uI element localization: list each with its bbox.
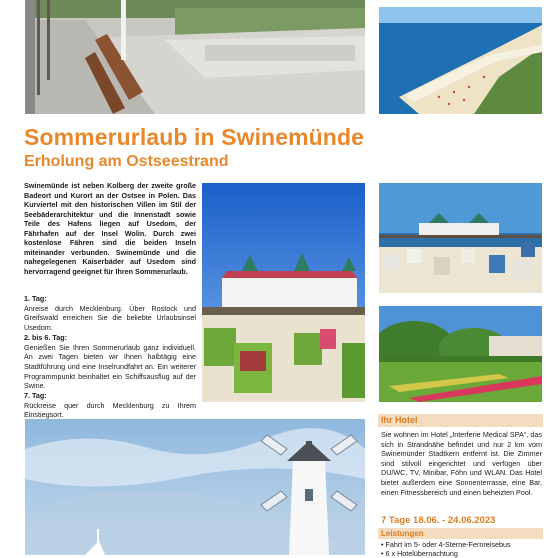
itinerary-day-label: 7. Tag: [24, 391, 47, 401]
itinerary [24, 294, 196, 420]
list-item: • 6 x Hotelübernachtung [381, 549, 511, 558]
promenade-photo [25, 0, 365, 114]
list-item: • Fahrt im 5- oder 4-Sterne-Fernreisebus [381, 540, 511, 549]
windmill-lighthouse-photo [25, 419, 365, 555]
intro-text: Swinemünde ist neben Kolberg der zweite große Badeort und Kurort an der Ostsee in Polen. Das Kurviertel mit den historischen Villen im Stil der Seebäderarchitektur und die Innenstadt sowie Teile des Hafens liegen auf Usedom, der Fährhafen auf der Insel Wolin. Durch zwei kostenlose Fähren sind die beiden Inseln miteinander verbunden. Swinemünde und die nahegelegenen Kaiserbäder auf Usedom sind hervorragend geeignet für Ihren Sommerurlaub. [24, 181, 196, 276]
page-subtitle: Erholung am Ostseestrand [24, 153, 229, 170]
itinerary-day-label: 2. bis 6. Tag: [24, 332, 68, 342]
itinerary-day-text: Genießen Sie Ihren Sommerurlaub ganz individuell. An zwei Tagen bieten wir Ihnen halbtägig eine Stadtführung und eine Inselrundfahrt an. Ein weiterer Programmpunkt beinhaltet ein Schiffsausflug auf der Swine. [24, 342, 196, 391]
services-list [381, 540, 511, 558]
itinerary-day-text: Anreise durch Mecklenburg. Über Rostock und Greifswald erreichen Sie die beliebte Urlaubsinsel Usedom. [24, 303, 196, 333]
pier-beach-chairs-photo [379, 183, 542, 293]
itinerary-day-text: Rückreise quer durch Mecklenburg zu Ihrem Einstiegsort. [24, 400, 196, 420]
park-flowerbed-photo [379, 306, 542, 402]
trip-dates: 7 Tage 18.06. - 24.06.2023 [381, 515, 496, 526]
itinerary-day-label: 1. Tag: [24, 294, 47, 303]
pier-pavilion-photo [202, 183, 365, 402]
beach-aerial-photo [379, 7, 542, 114]
hotel-heading: Ihr Hotel [378, 414, 543, 427]
page-title: Sommerurlaub in Swinemünde [24, 124, 364, 150]
services-heading: Leistungen [378, 528, 543, 539]
hotel-description: Sie wohnen im Hotel „Interferie Medical SPA“, das sich in Strandnähe befindet und nur 2 km vom Swinemünder Stadtkern entfernt ist. Die Zimmer sind stilvoll eingerichtet und verfügen über DU/WC, TV, Minibar, Föhn und WLAN. Das Hotel bietet außerdem eine Sonnenterrasse, eine Bar, einen Fitnessbereich und einen beheizten Pool. [381, 430, 542, 497]
